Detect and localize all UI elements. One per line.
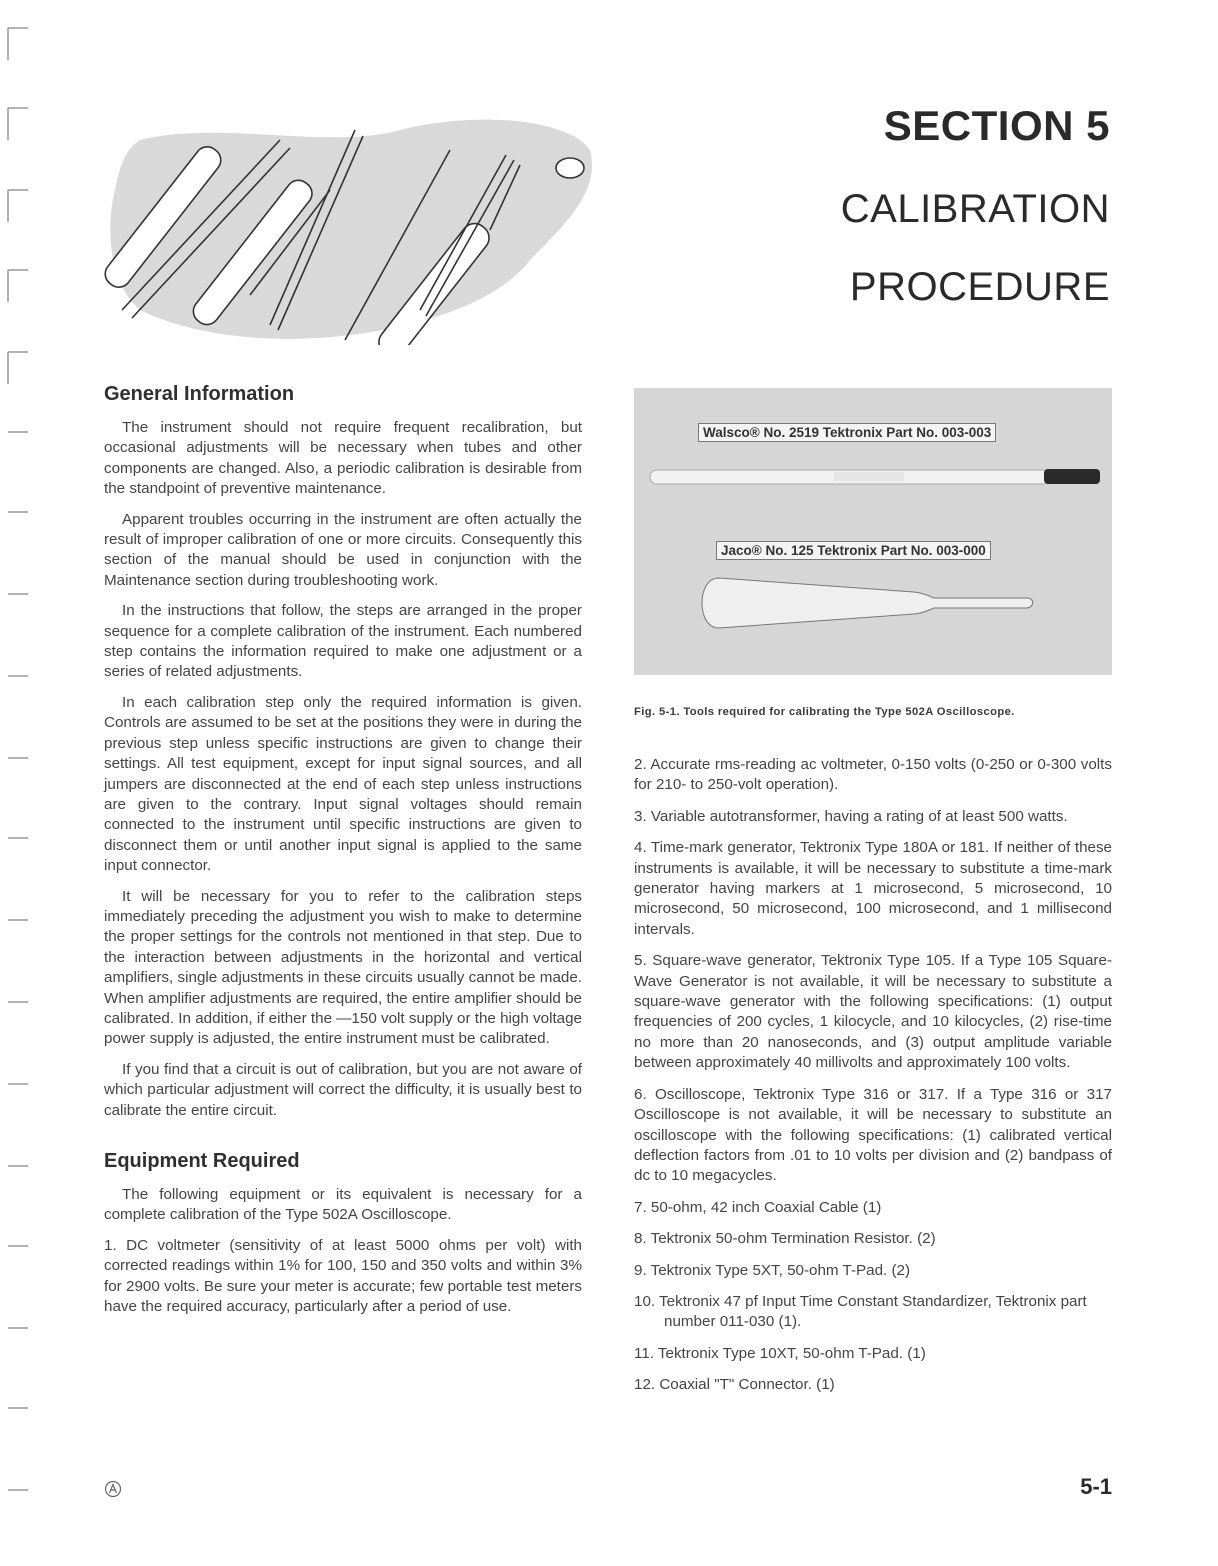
general-paragraph-3: In the instructions that follow, the steps are arranged in the proper sequence for a complete calibration of the instrument. Each numbered step contains the information required to make one adjustment or a series of related adjustments. (104, 602, 582, 681)
circled-a-icon (104, 1480, 122, 1498)
equipment-item-8: 8. Tektronix 50-ohm Termination Resistor. (2) (634, 1230, 936, 1248)
general-paragraph-4: In each calibration step only the required information is given. Controls are assumed to be set at the positions they were in during the previous step unless specific instructions are given to change their settings. All test equipment, except for input signal sources, and all jumpers are disconnected at the end of each step unless instructions are given to the contrary. Input signal voltages should remain connected to the instrument until specific instructions are given to disconnect them or until another input signal is applied to the same input connector. (104, 693, 582, 875)
general-paragraph-6: If you find that a circuit is out of calibration, but you are not aware of which particular adjustment will correct the difficulty, it is usually best to calibrate the entire circuit. (104, 1060, 582, 1119)
page-number: 5-1 (1080, 1474, 1112, 1499)
equipment-item-9: 9. Tektronix Type 5XT, 50-ohm T-Pad. (2) (634, 1261, 911, 1279)
section-title-line1: CALIBRATION (840, 187, 1110, 231)
figure-caption: Fig. 5-1. Tools required for calibrating the Type 502A Oscilloscope. (634, 706, 1015, 718)
walsco-part-label: Walsco® No. 2519 Tektronix Part No. 003-003 (698, 423, 996, 442)
general-paragraph-1: The instrument should not require frequent recalibration, but occasional adjustments will be necessary when tubes and other components are changed. Also, a periodic calibration is desirable from the standpoint of preventive maintenance. (104, 419, 582, 498)
equipment-item-5: 5. Square-wave generator, Tektronix Type 105. If a Type 105 Square-Wave Generator is not available, it will be necessary to substitute a square-wave generator with the following specifications: (1) output frequencies of 200 cycles, 1 kilocycle, and 10 kilocycles, (2) rise-time no more than 20 nanoseconds, and (3) output amplitude variable between approximately 40 millivolts and approximately 100 volts. (634, 952, 1112, 1072)
equipment-item-10: 10. Tektronix 47 pf Input Time Constant Standardizer, Tektronix part number 011-030 (1). (634, 1292, 1087, 1331)
equipment-intro: The following equipment or its equivalent is necessary for a complete calibration of the Type 502A Oscilloscope. (104, 1186, 582, 1224)
equipment-item-11: 11. Tektronix Type 10XT, 50-ohm T-Pad. (1) (634, 1344, 926, 1362)
equipment-required-heading: Equipment Required (104, 1150, 300, 1172)
section-number: SECTION 5 (883, 102, 1110, 149)
right-column (634, 755, 1112, 1407)
jaco-part-label: Jaco® No. 125 Tektronix Part No. 003-000 (716, 541, 991, 560)
general-information-heading: General Information (104, 383, 295, 405)
tools-illustration (100, 110, 600, 345)
general-paragraph-2: Apparent troubles occurring in the instrument are often actually the result of improper calibration of one or more circuits. Consequently this section of the manual should be used in conjunction with the Maintenance section during troubleshooting work. (104, 510, 582, 589)
equipment-item-3: 3. Variable autotransformer, having a rating of at least 500 watts. (634, 807, 1068, 825)
equipment-item-4: 4. Time-mark generator, Tektronix Type 180A or 181. If neither of these instruments is available, it will be necessary to substitute a time-mark generator having markers at 1 microsecond, 5 microsecond, 10 microsecond, 50 microsecond, 100 microsecond, and 1 millisecond intervals. (634, 839, 1112, 938)
general-paragraph-5: It will be necessary for you to refer to the calibration steps immediately preceding the adjustment you wish to make to determine the proper settings for the controls not mentioned in that step. Due to the interaction between adjustments in the horizontal and vertical amplifiers, single adjustments in these circuits usually cannot be made. When amplifier adjustments are required, the entire amplifier should be calibrated. In addition, if either the —150 volt supply or the high voltage power supply is adjusted, the entire instrument must be calibrated. (104, 887, 582, 1048)
walsco-tool-icon (650, 469, 1100, 484)
equipment-item-1: 1. DC voltmeter (sensitivity of at least 5000 ohms per volt) with corrected readings within 1% for 100, 150 and 350 volts and within 3% for 2900 volts. Be sure your meter is accurate; few portable test meters have the required accuracy, particularly after a period of use. (104, 1236, 582, 1316)
equipment-item-12: 12. Coaxial "T" Connector. (1) (634, 1376, 835, 1394)
equipment-item-2: 2. Accurate rms-reading ac voltmeter, 0-150 volts (0-250 or 0-300 volts for 210- to 250-volt operation). (634, 756, 1112, 794)
section-title-line2: PROCEDURE (849, 265, 1110, 309)
figure-photo (634, 388, 1112, 675)
equipment-item-6: 6. Oscilloscope, Tektronix Type 316 or 317. If a Type 316 or 317 Oscilloscope is not available, it will be necessary to substitute an oscilloscope with the following specifications: (1) calibrated vertical deflection factors from .01 to 10 volts per division and (2) bandpass of dc to 10 megacycles. (634, 1085, 1112, 1185)
left-column (104, 380, 582, 1328)
binder-edge-marks (0, 0, 40, 1566)
section-header (841, 96, 1110, 312)
equipment-item-7: 7. 50-ohm, 42 inch Coaxial Cable (1) (634, 1198, 882, 1216)
